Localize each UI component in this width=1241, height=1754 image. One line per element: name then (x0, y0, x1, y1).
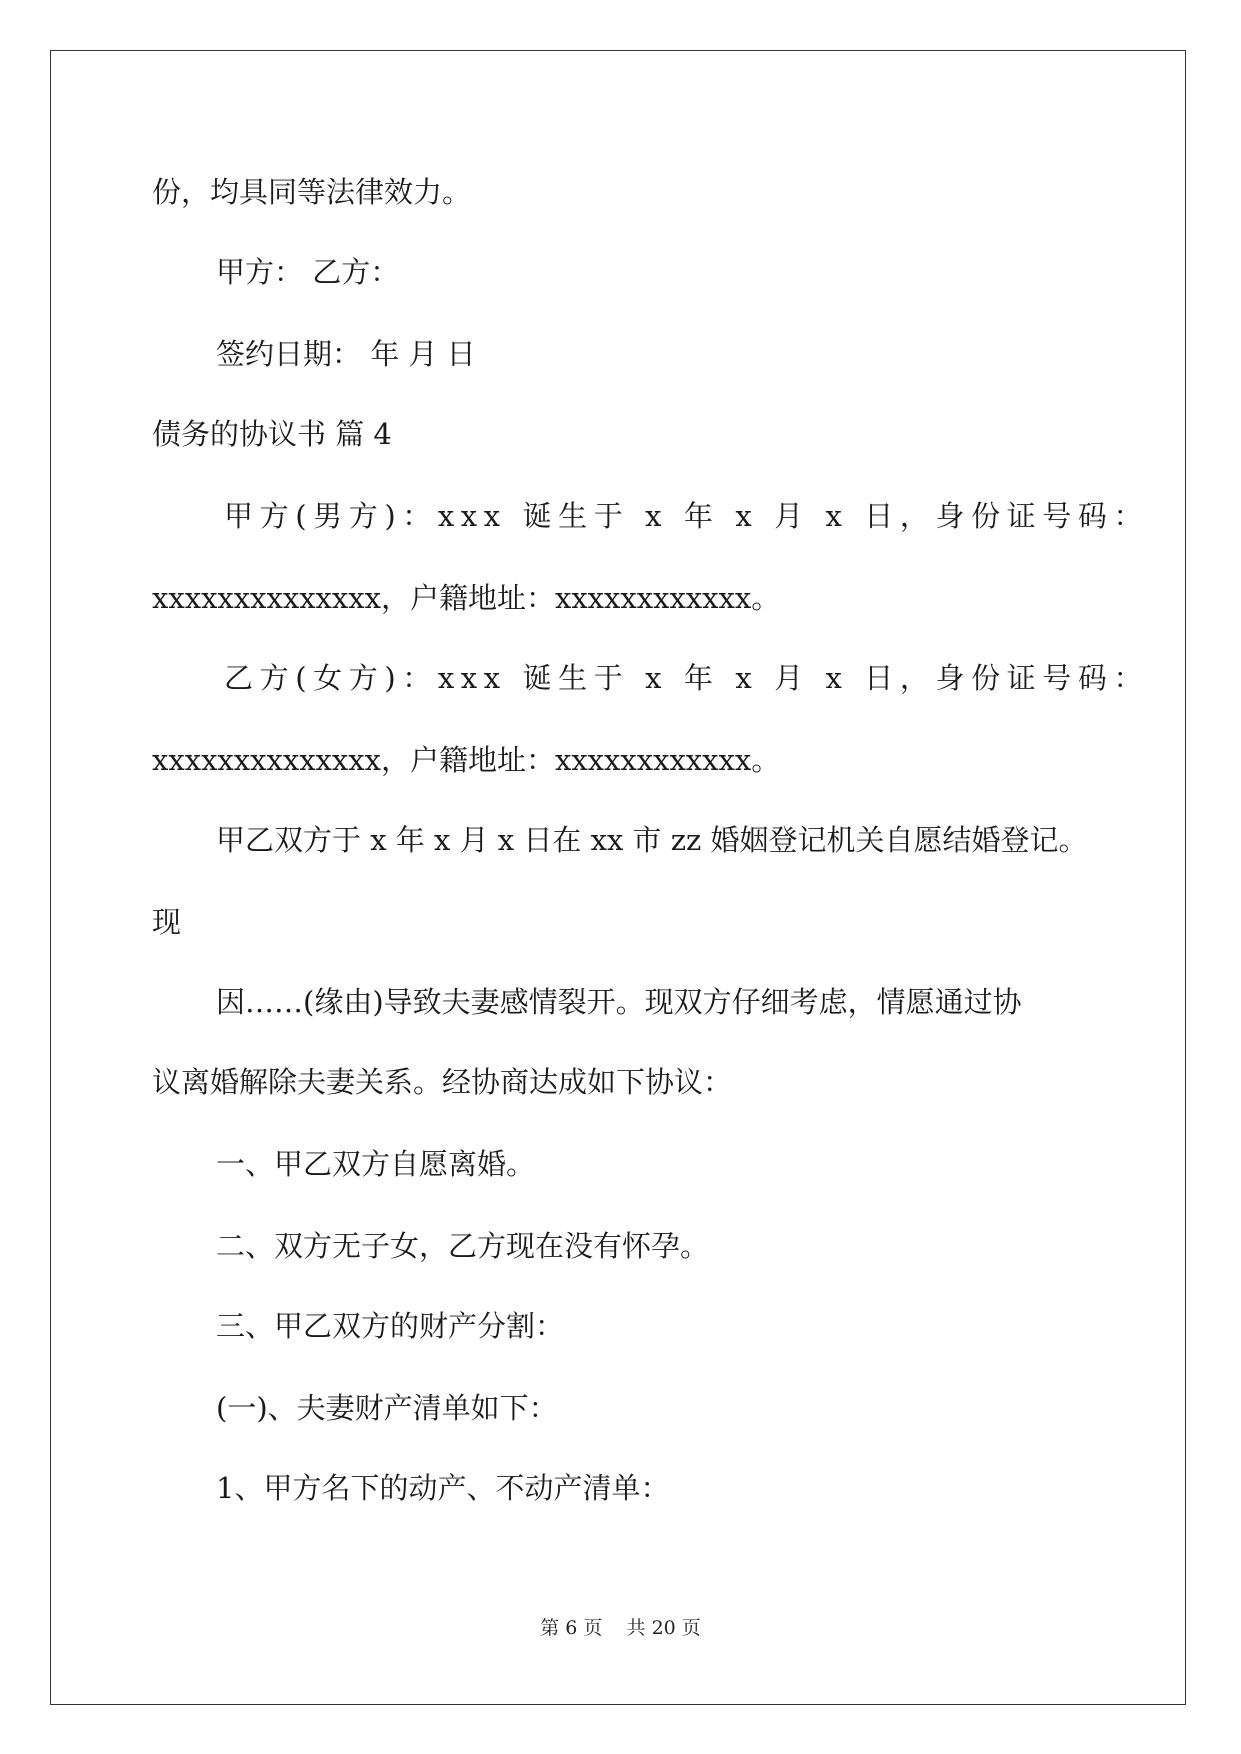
text-line: 二、双方无子女，乙方现在没有怀孕。 (216, 1229, 710, 1263)
page-footer: 第 6 页 共 20 页 (540, 1617, 701, 1639)
text-line: 议离婚解除夫妻关系。经协商达成如下协议： (152, 1065, 733, 1099)
text-line: 乙方(女方)：xxx 诞生于 x 年 x 月 x 日，身份证号码： (224, 661, 1150, 695)
text-line: (一)、夫妻财产清单如下： (216, 1391, 558, 1425)
text-line: 甲方(男方)：xxx 诞生于 x 年 x 月 x 日，身份证号码： (224, 499, 1150, 533)
text-line: 三、甲乙双方的财产分割： (216, 1309, 565, 1343)
text-line: 份，均具同等法律效力。 (152, 175, 472, 209)
text-line: 签约日期： 年 月 日 (216, 337, 476, 371)
text-line: xxxxxxxxxxxxxx，户籍地址：xxxxxxxxxxxx。 (152, 743, 781, 777)
text-line: 一、甲乙双方自愿离婚。 (216, 1147, 536, 1181)
text-line: xxxxxxxxxxxxxx，户籍地址：xxxxxxxxxxxx。 (152, 581, 781, 615)
text-line: 甲方： 乙方： (216, 255, 400, 289)
text-line: 因……(缘由)导致夫妻感情裂开。现双方仔细考虑，情愿通过协 (216, 985, 1022, 1019)
text-line: 现 (152, 905, 182, 939)
section-heading: 债务的协议书 篇 4 (152, 417, 392, 451)
text-line: 甲乙双方于 x 年 x 月 x 日在 xx 市 zz 婚姻登记机关自愿结婚登记。 (216, 823, 1088, 857)
text-line: 1、甲方名下的动产、不动产清单： (216, 1471, 670, 1505)
page-border (50, 50, 1186, 1705)
